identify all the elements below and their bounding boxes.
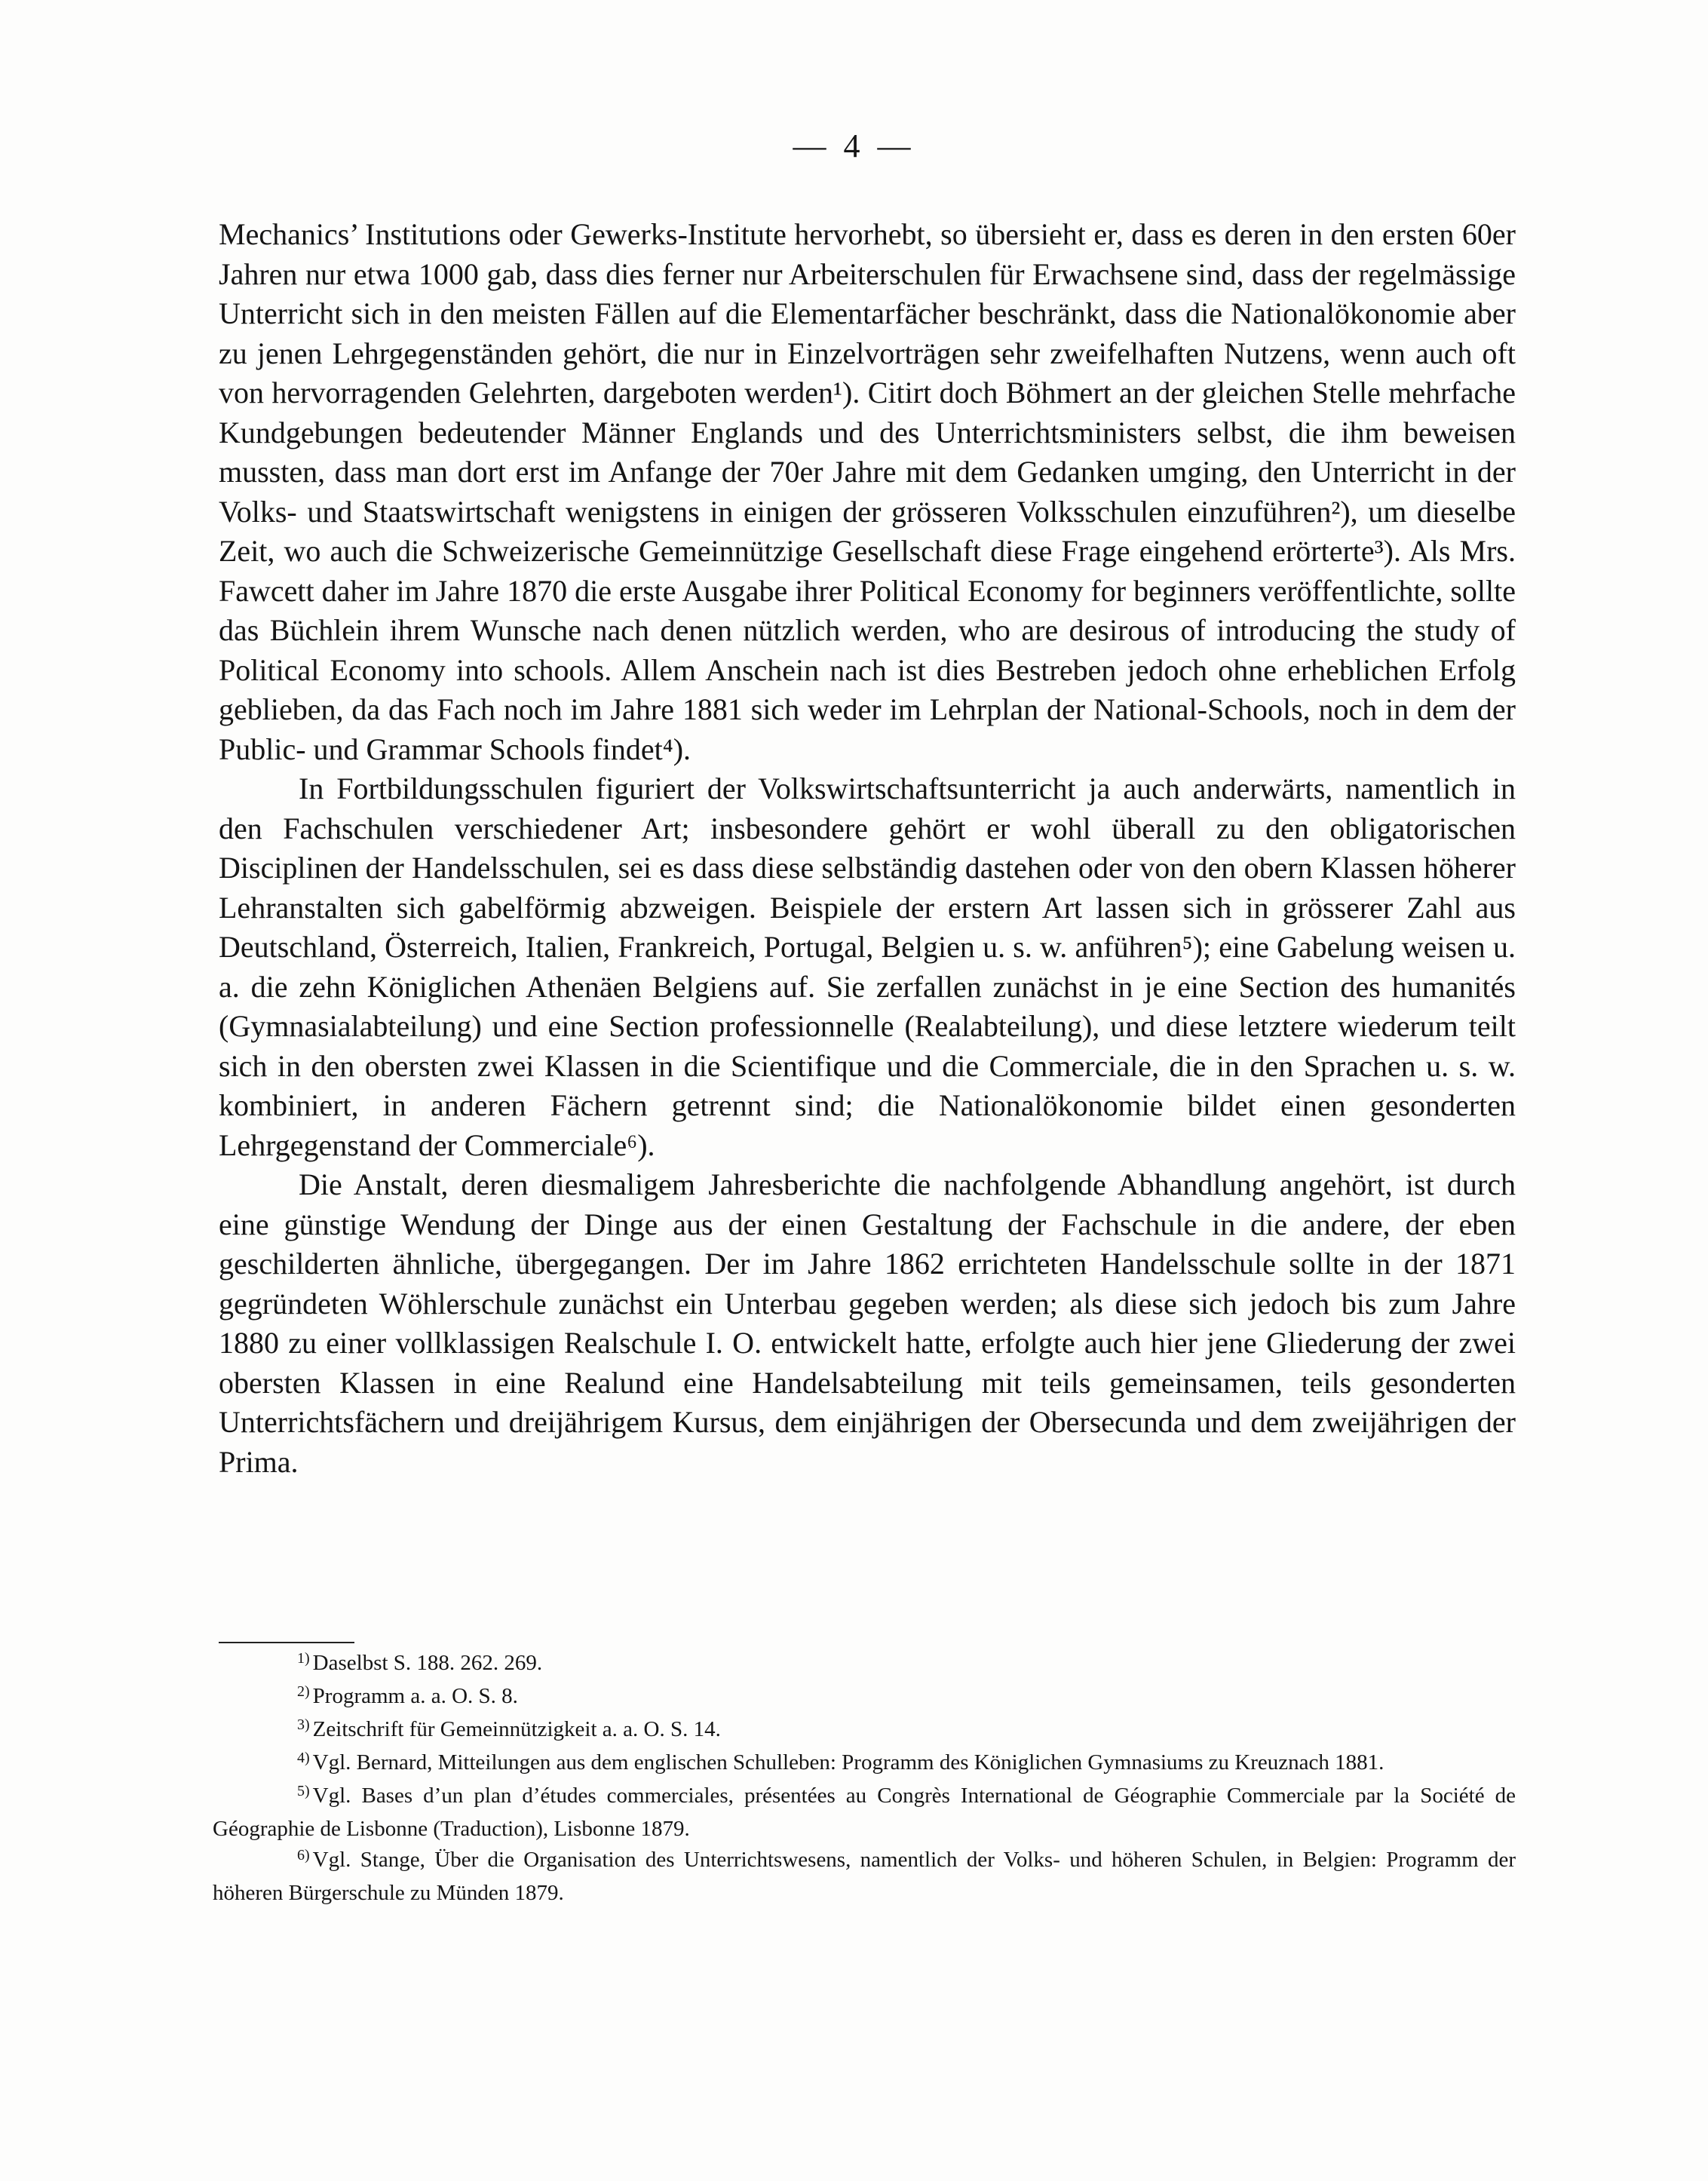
footnote-marker: 6) [297, 1847, 310, 1864]
footnote [213, 1648, 1516, 1681]
paragraph: Mechanics’ Institutions oder Gewerks-Institute hervorhebt, so übersieht er, dass es deren in den ersten 60er Jahren nur etwa 1000 gab, dass dies ferner nur Arbeiterschulen für Erwachsene sind, dass der regelmässige Unterricht sich in den meisten Fällen auf die Elementarfächer beschränkt, dass die Nationalökonomie aber zu jenen Lehrgegenständen gehört, die nur in Einzelvorträgen sehr zweifelhaften Nutzens, wenn auch oft von hervorragenden Gelehrten, dargeboten werden¹). Citirt doch Böhmert an der gleichen Stelle mehrfache Kundgebungen bedeutender Männer Englands und des Unterrichtsministers selbst, die ihm beweisen mussten, dass man dort erst im Anfange der 70er Jahre mit dem Gedanken umging, den Unterricht in der Volks- und Staatswirtschaft wenigstens in einigen der grösseren Volksschulen einzuführen²), um dieselbe Zeit, wo auch die Schweizerische Gemeinnützige Gesellschaft diese Frage eingehend erörterte³). Als Mrs. Fawcett daher im Jahre 1870 die erste Ausgabe ihrer Political Economy for beginners veröffentlichte, sollte das Büchlein ihrem Wunsche nach denen nützlich werden, who are desirous of introducing the study of Political Economy into schools. Allem Anschein nach ist dies Bestreben jedoch ohne erheblichen Erfolg geblieben, da das Fach noch im Jahre 1881 sich weder im Lehrplan der National-Schools, noch in dem der Public- und Grammar Schools findet⁴). [219, 217, 1516, 766]
footnote-rule [219, 1642, 354, 1643]
footnote [213, 1681, 1516, 1714]
footnote-text: Zeitschrift für Gemeinnützigkeit a. a. O. S. 14. [312, 1717, 721, 1741]
footnote-marker: 2) [297, 1683, 310, 1700]
paragraph: Die Anstalt, deren diesmaligem Jahresberichte die nachfolgende Abhandlung angehört, ist durch eine günstige Wendung der Dinge aus der einen Gestaltung der Fachschule in die andere, der eben geschilderten ähnliche, übergegangen. Der im Jahre 1862 errichteten Handelsschule sollte in der 1871 gegründeten Wöhlerschule zunächst ein Unterbau gegeben werden; als diese sich jedoch bis zum Jahre 1880 zu einer vollklassigen Realschule I. O. entwickelt hatte, erfolgte auch hier jene Gliederung der zwei obersten Klassen in eine Realund eine Handelsabteilung mit teils gemeinsamen, teils gesonderten Unterrichtsfächern und dreijährigem Kursus, dem einjährigen der Obersecunda und dem zweijährigen der Prima. [219, 1167, 1516, 1479]
footnote-text: Daselbst S. 188. 262. 269. [312, 1651, 543, 1675]
footnote-marker: 3) [297, 1716, 310, 1733]
footnote-text: Vgl. Bernard, Mitteilungen aus dem englischen Schulleben: Programm des Königlichen Gymnasiums zu Kreuznach 1881. [312, 1750, 1384, 1775]
page-number: — 4 — [793, 127, 915, 164]
footnote-marker: 4) [297, 1750, 310, 1766]
footnote [213, 1747, 1516, 1781]
footnote-text: Vgl. Bases d’un plan d’études commerciales, présentées au Congrès International de Géographie Commerciale par la Société de Géographie de Lisbonne (Traduction), Lisbonne 1879. [213, 1784, 1516, 1841]
footnote [213, 1714, 1516, 1747]
paragraph: In Fortbildungsschulen figuriert der Volkswirtschaftsunterricht ja auch anderwärts, namentlich in den Fachschulen verschiedener Art; insbesondere gehört er wohl überall zu den obligatorischen Disciplinen der Handelsschulen, sei es dass diese selbständig dastehen oder von den obern Klassen höherer Lehranstalten sich gabelförmig abzweigen. Beispiele der erstern Art lassen sich in grösserer Zahl aus Deutschland, Österreich, Italien, Frankreich, Portugal, Belgien u. s. w. anführen⁵); eine Gabelung weisen u. a. die zehn Königlichen Athenäen Belgiens auf. Sie zerfallen zunächst in je eine Section des humanités (Gymnasialabteilung) und eine Section professionnelle (Realabteilung), und diese letztere wiederum teilt sich in den obersten zwei Klassen in die Scientifique und die Commerciale, die in den Sprachen u. s. w. kombiniert, in anderen Fächern getrennt sind; die Nationalökonomie bildet einen gesonderten Lehrgegenstand der Commerciale⁶). [219, 771, 1516, 1162]
footnote-marker: 5) [297, 1783, 310, 1799]
footnote-text: Vgl. Stange, Über die Organisation des Unterrichtswesens, namentlich der Volks- und höheren Schulen, in Belgien: Programm der höheren Bürgerschule zu Münden 1879. [213, 1848, 1516, 1905]
main-text [219, 215, 1516, 1482]
footnote-marker: 1) [297, 1650, 310, 1667]
footnote [213, 1781, 1516, 1845]
footnotes [213, 1648, 1516, 1909]
footnote-text: Programm a. a. O. S. 8. [312, 1684, 518, 1708]
footnote [213, 1845, 1516, 1909]
